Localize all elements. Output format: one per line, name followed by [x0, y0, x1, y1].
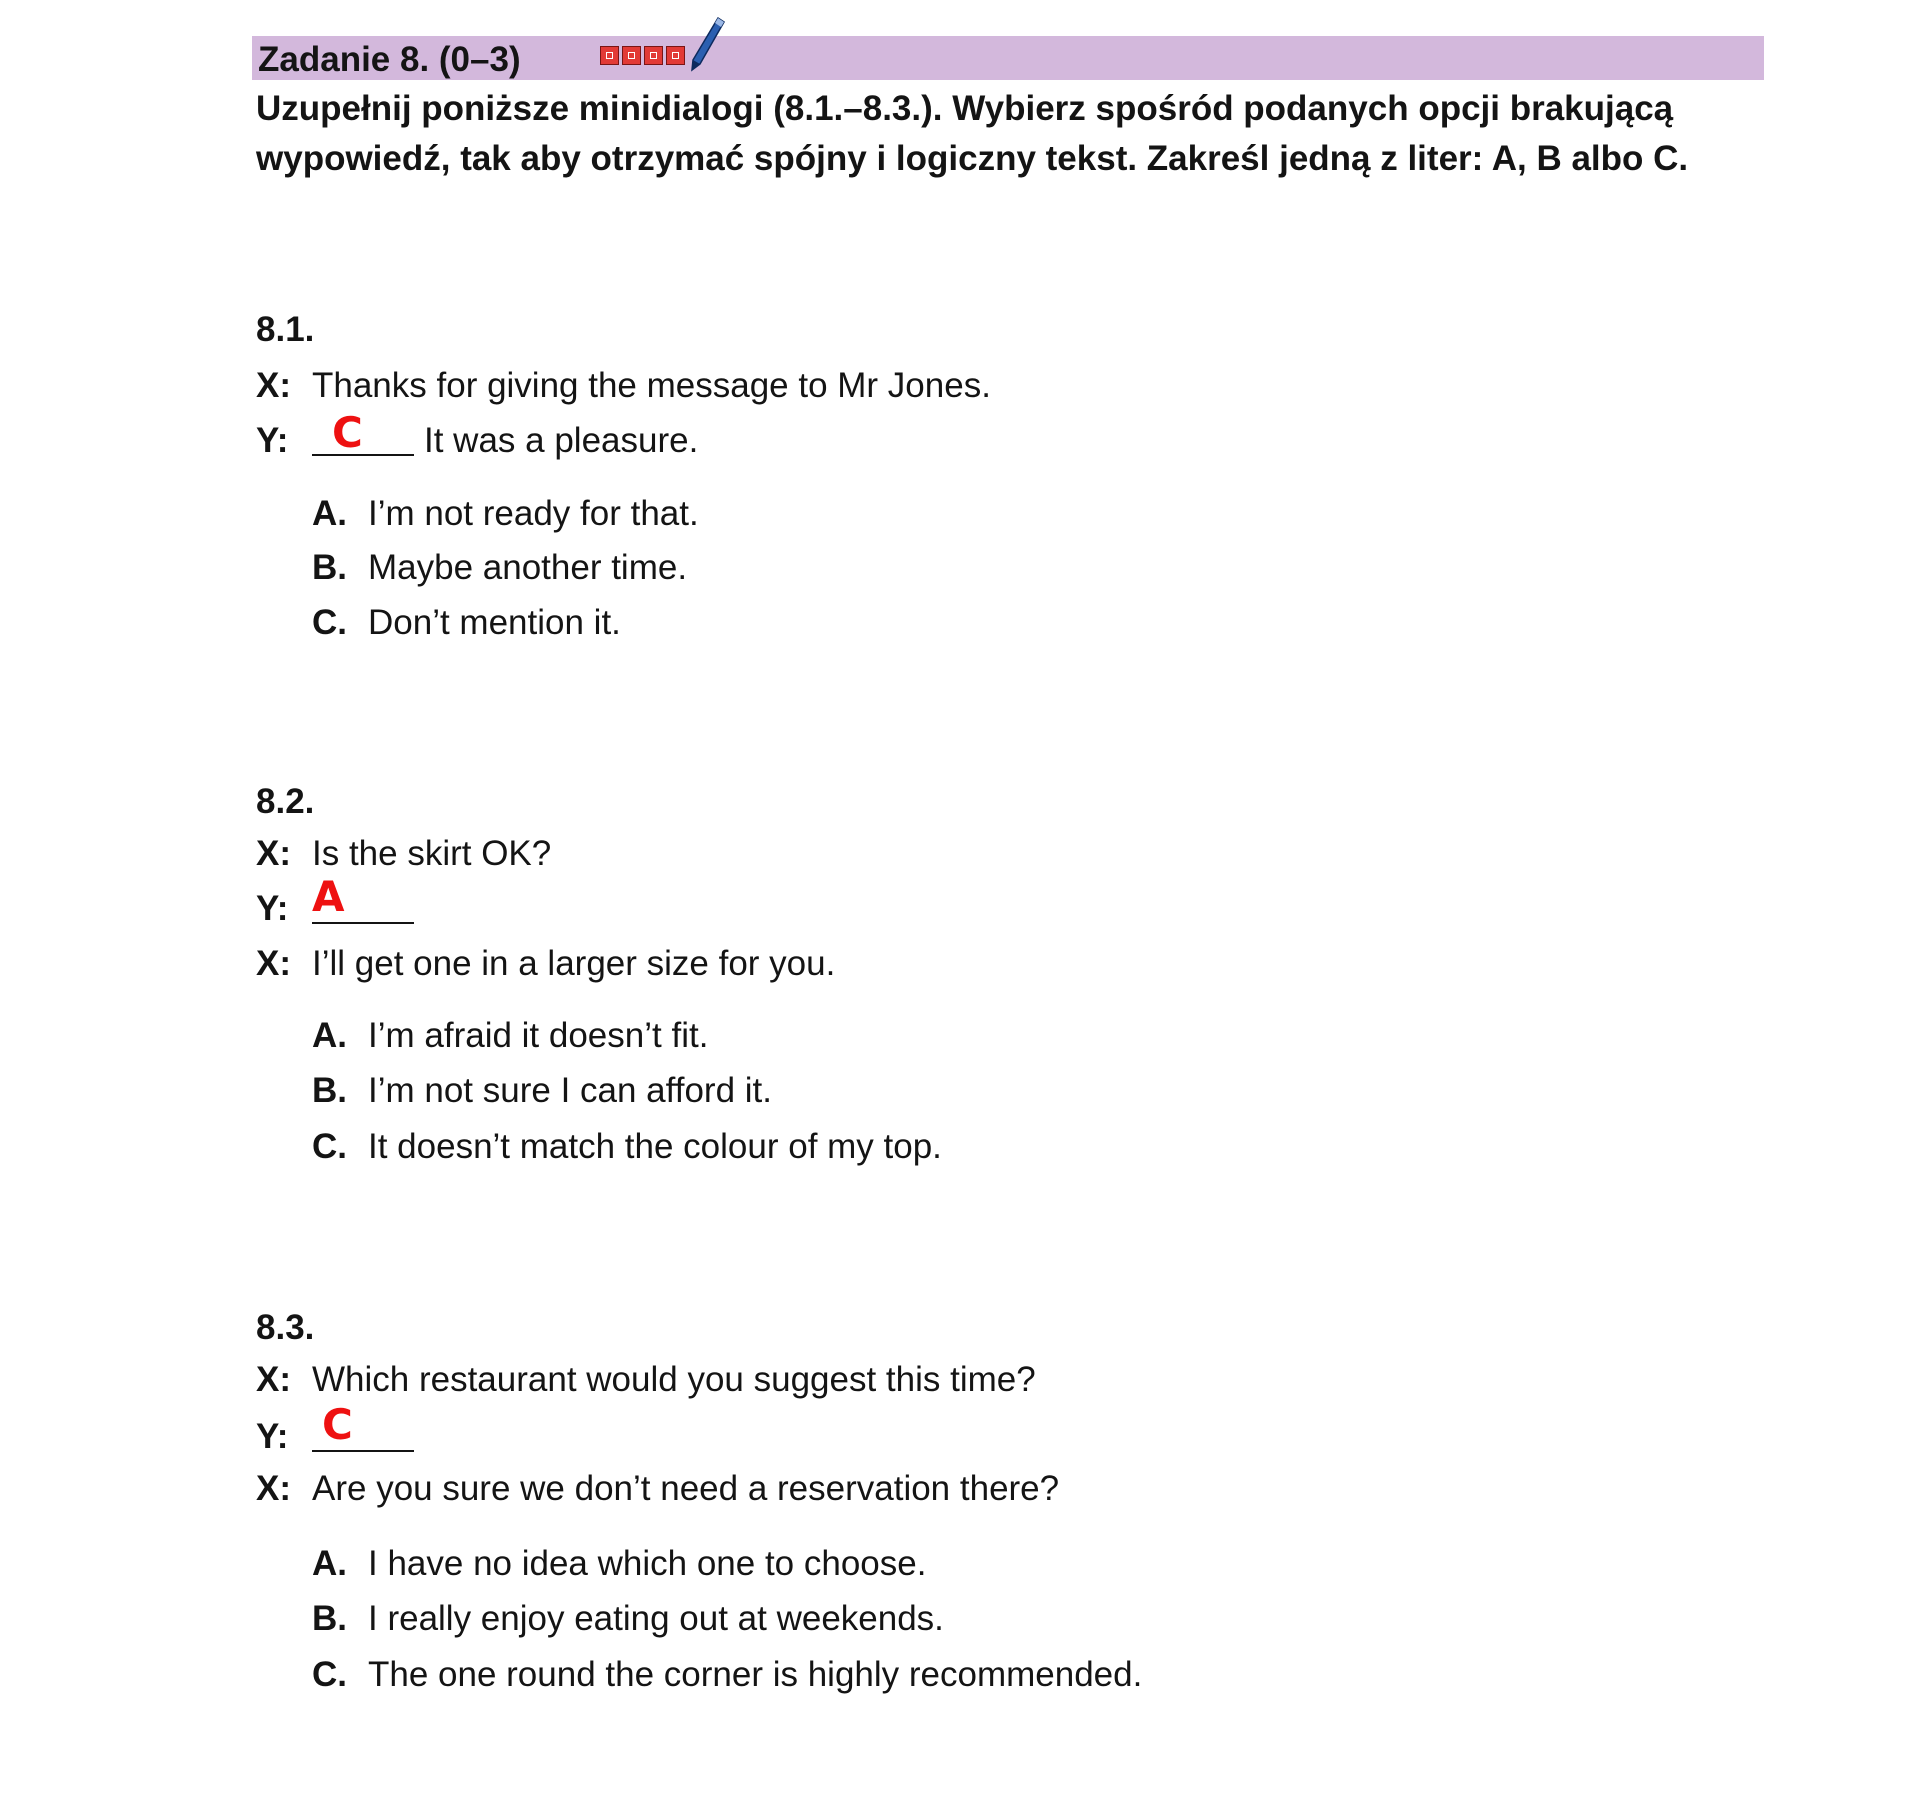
task-title: Zadanie 8. (0–3) — [258, 40, 521, 79]
option-text: I’m not sure I can afford it. — [368, 1071, 772, 1110]
instruction-line-1: Uzupełnij poniższe minidialogi (8.1.–8.3.). Wybierz spośród podanych opcji brakującą — [256, 89, 1674, 128]
speaker-label: X: — [256, 834, 291, 873]
speaker-label: X: — [256, 944, 291, 983]
handwritten-answer: A — [312, 872, 345, 921]
score-square — [644, 46, 663, 65]
question-number-8-2: 8.2. — [256, 782, 315, 821]
task-instruction — [256, 84, 1776, 184]
option-letter: A. — [312, 1544, 347, 1583]
question-number-8-1: 8.1. — [256, 310, 315, 349]
option-b[interactable] — [312, 1069, 772, 1113]
dialogue-line-with-blank — [256, 872, 424, 931]
dialogue-line-with-blank — [256, 408, 699, 463]
dialogue-line — [256, 1467, 1059, 1511]
option-c[interactable] — [312, 1125, 942, 1169]
dialogue-text: Thanks for giving the message to Mr Jones. — [312, 366, 991, 405]
option-letter: B. — [312, 548, 347, 587]
option-letter: B. — [312, 1071, 347, 1110]
handwritten-answer: C — [322, 1400, 353, 1449]
option-text: Maybe another time. — [368, 548, 688, 587]
option-text: I’m not ready for that. — [368, 494, 699, 533]
option-letter: C. — [312, 1655, 347, 1694]
speaker-label: Y: — [256, 1417, 289, 1456]
option-letter: A. — [312, 1016, 347, 1055]
option-letter: B. — [312, 1599, 347, 1638]
speaker-label: X: — [256, 1360, 291, 1399]
option-letter: C. — [312, 1127, 347, 1166]
dialogue-line — [256, 942, 835, 986]
option-a[interactable] — [312, 492, 699, 536]
option-text: Don’t mention it. — [368, 603, 621, 642]
dialogue-line — [256, 1358, 1036, 1402]
pen-icon — [688, 16, 726, 72]
dialogue-text: Which restaurant would you suggest this time? — [312, 1360, 1036, 1399]
option-c[interactable] — [312, 1653, 1142, 1697]
answer-blank[interactable] — [312, 1400, 414, 1452]
dialogue-text: Are you sure we don’t need a reservation there? — [312, 1469, 1060, 1508]
option-a[interactable] — [312, 1542, 926, 1586]
speaker-label: Y: — [256, 889, 289, 928]
option-letter: A. — [312, 494, 347, 533]
option-letter: C. — [312, 603, 347, 642]
dialogue-text: It was a pleasure. — [424, 421, 699, 460]
option-text: I’m afraid it doesn’t fit. — [368, 1016, 709, 1055]
option-b[interactable] — [312, 1597, 944, 1641]
score-square — [666, 46, 685, 65]
dialogue-text: Is the skirt OK? — [312, 834, 552, 873]
option-text: The one round the corner is highly recommended. — [368, 1655, 1143, 1694]
option-text: It doesn’t match the colour of my top. — [368, 1127, 942, 1166]
score-square — [600, 46, 619, 65]
option-text: I really enjoy eating out at weekends. — [368, 1599, 944, 1638]
answer-blank[interactable] — [312, 872, 414, 924]
dialogue-line-with-blank — [256, 1400, 424, 1459]
score-squares-icon — [600, 46, 685, 65]
option-c[interactable] — [312, 601, 621, 645]
dialogue-line — [256, 364, 991, 408]
speaker-label: Y: — [256, 421, 289, 460]
speaker-label: X: — [256, 1469, 291, 1508]
handwritten-answer: C — [332, 408, 363, 457]
dialogue-text: I’ll get one in a larger size for you. — [312, 944, 836, 983]
option-b[interactable] — [312, 546, 687, 590]
dialogue-line — [256, 832, 551, 876]
question-number-8-3: 8.3. — [256, 1308, 315, 1347]
answer-blank[interactable] — [312, 408, 414, 457]
option-text: I have no idea which one to choose. — [368, 1544, 927, 1583]
instruction-line-2: wypowiedź, tak aby otrzymać spójny i logiczny tekst. Zakreśl jedną z liter: A, B albo C. — [256, 139, 1689, 178]
speaker-label: X: — [256, 366, 291, 405]
score-square — [622, 46, 641, 65]
option-a[interactable] — [312, 1014, 708, 1058]
